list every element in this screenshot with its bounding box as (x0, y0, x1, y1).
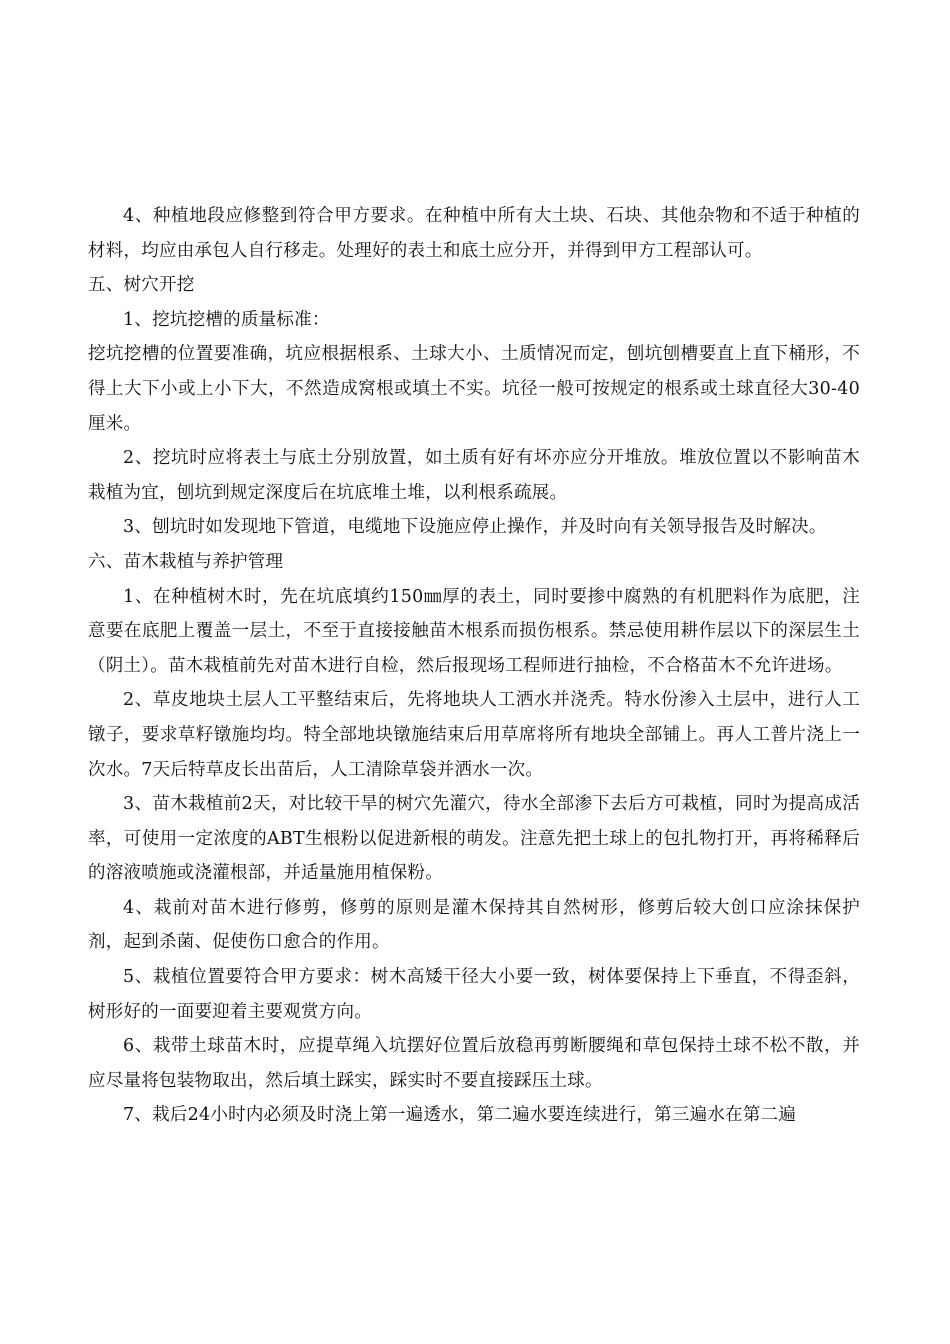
paragraph-lawn-seeding: 2、草皮地块土层人工平整结束后，先将地块人工洒水并浇秃。特水份渗入土层中，进行人工镦子，要求草籽镦施均均。特全部地块镦施结束后用草席将所有地块全部铺上。再人工普片浇上一次水。7天后特草皮长出苗后，人工清除草袋并洒水一次。 (88, 690, 860, 780)
paragraph-planting-position: 5、栽植位置要符合甲方要求：树木高矮干径大小要一致，树体要保持上下垂直，不得歪斜，树形好的一面要迎着主要观赏方向。 (88, 967, 860, 1022)
paragraph-pruning: 4、栽前对苗木进行修剪，修剪的原则是灌木保持其自然树形，修剪后较大创口应涂抹保护剂，起到杀菌、促使伤口愈合的作用。 (88, 897, 860, 953)
section-heading-planting-maintenance: 六、苗木栽植与养护管理 (88, 551, 284, 572)
paragraph-site-grading: 4、种植地段应修整到符合甲方要求。在种植中所有大土块、石块、其他杂物和不适于种植的材料，均应由承包人自行移走。处理好的表土和底土应分开，并得到甲方工程部认可。 (88, 206, 860, 261)
paragraph-pre-watering: 3、苗木栽植前2天，对比较干旱的树穴先灌穴，待水全部渗下去后方可栽植，同时为提高成活率，可使用一定浓度的ABT生根粉以促进新根的萌发。注意先把土球上的包扎物打开，再将稀释后的溶液喷施或浇灌根部，并适量施用植保粉。 (88, 794, 860, 884)
paragraph-underground-facilities: 3、刨坑时如发现地下管道，电缆地下设施应停止操作，并及时向有关领导报告及时解决。 (123, 517, 827, 538)
paragraph-pit-quality-standard: 挖坑挖槽的位置要准确，坑应根据根系、土球大小、土质情况而定，刨坑刨槽要直上直下桶形，不得上大下小或上小下大，不然造成窝根或填土不实。坑径一般可按规定的根系或土球直径大30-40厘米。 (88, 344, 860, 434)
paragraph-pit-quality-standard-title: 1、挖坑挖槽的质量标准： (123, 309, 330, 330)
paragraph-topsoil-fertilizer: 1、在种植树木时，先在坑底填约150㎜厚的表土，同时要掺中腐熟的有机肥料作为底肥，注意要在底肥上覆盖一层土，不至于直接接触苗木根系而损伤根系。禁忌使用耕作层以下的深层生土（阴土）。苗木栽植前先对苗木进行自检，然后报现场工程师进行抽检，不合格苗木不允许进场。 (88, 586, 860, 676)
document-body (88, 199, 860, 1133)
paragraph-soil-separation: 2、挖坑时应将表土与底土分别放置，如土质有好有坏亦应分开堆放。堆放位置以不影响苗木栽植为宜，刨坑到规定深度后在坑底堆土堆，以利根系疏展。 (88, 448, 860, 503)
paragraph-watering-schedule: 7、栽后24小时内必须及时浇上第一遍透水，第二遍水要连续进行，第三遍水在第二遍 (123, 1105, 797, 1126)
section-heading-tree-pit-excavation: 五、树穴开挖 (88, 275, 195, 296)
paragraph-root-ball-planting: 6、栽带土球苗木时，应提草绳入坑摆好位置后放稳再剪断腰绳和草包保持土球不松不散，并应尽量将包装物取出，然后填土踩实，踩实时不要直接踩压土球。 (88, 1036, 860, 1091)
